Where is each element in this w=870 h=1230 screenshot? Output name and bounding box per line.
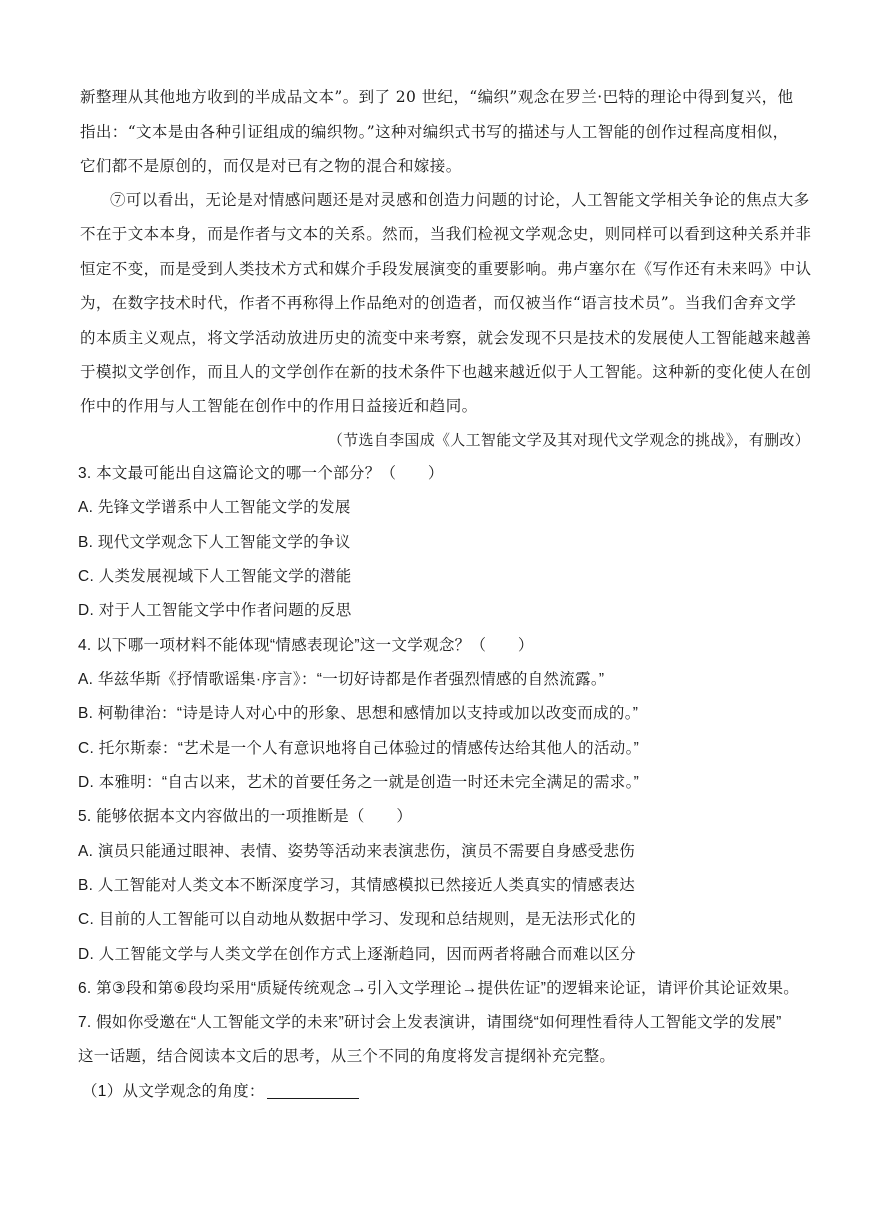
question-4-option-c: C. 托尔斯泰：“艺术是一个人有意识地将自己体验过的情感传达给其他人的活动。” bbox=[78, 740, 640, 757]
question-4-stem: 4. 以下哪一项材料不能体现“情感表现论”这一文学观念？（ ） bbox=[78, 637, 534, 654]
passage-line: 不在于文本本身，而是作者与文本的关系。然而，当我们检视文学观念史，则同样可以看到这种关系并非 bbox=[80, 225, 812, 243]
answer-blank[interactable] bbox=[267, 1082, 359, 1099]
question-6-stem: 6. 第③段和第⑥段均采用“质疑传统观念→引入文学理论→提供佐证”的逻辑来论证，请评价其论证效果。 bbox=[78, 980, 800, 997]
passage-line: 新整理从其他地方收到的半成品文本”。到了 20 世纪，“编织”观念在罗兰·巴特的理论中得到复兴，他 bbox=[80, 88, 794, 106]
passage-line: 于模拟文学创作，而且人的文学创作在新的技术条件下也越来越近似于人工智能。这种新的变化使人在创 bbox=[80, 363, 812, 381]
question-4-option-a: A. 华兹华斯《抒情歌谣集·序言》：“一切好诗都是作者强烈情感的自然流露。” bbox=[78, 671, 605, 688]
question-5-stem: 5. 能够依据本文内容做出的一项推断是（ ） bbox=[78, 808, 413, 825]
question-4-option-d: D. 本雅明：“自古以来，艺术的首要任务之一就是创造一时还未完全满足的需求。” bbox=[78, 774, 640, 791]
question-5-option-b: B. 人工智能对人类文本不断深度学习，其情感模拟已然接近人类真实的情感表达 bbox=[78, 877, 636, 894]
passage-line: 指出：“文本是由各种引证组成的编织物。”这种对编织式书写的描述与人工智能的创作过程高度相似， bbox=[80, 123, 789, 141]
question-7-item-1-label: （1）从文学观念的角度： bbox=[82, 1083, 265, 1100]
question-3-option-d: D. 对于人工智能文学中作者问题的反思 bbox=[78, 602, 352, 619]
passage-line: 的本质主义观点，将文学活动放进历史的流变中来考察，就会发现不只是技术的发展使人工智能越来越善 bbox=[80, 329, 812, 347]
question-3-stem: 3. 本文最可能出自这篇论文的哪一个部分？（ ） bbox=[78, 465, 444, 482]
passage-line: ⑦可以看出，无论是对情感问题还是对灵感和创造力问题的讨论，人工智能文学相关争论的焦点大多 bbox=[110, 191, 810, 209]
question-3-option-c: C. 人类发展视域下人工智能文学的潜能 bbox=[78, 568, 352, 585]
question-5-option-d: D. 人工智能文学与人类文学在创作方式上逐渐趋同，因而两者将融合而难以区分 bbox=[78, 946, 636, 963]
question-3-option-a: A. 先锋文学谱系中人工智能文学的发展 bbox=[78, 499, 351, 516]
question-4-option-b: B. 柯勒律治：“诗是诗人对心中的形象、思想和感情加以支持或加以改变而成的。” bbox=[78, 705, 639, 722]
passage-line: 为，在数字技术时代，作者不再称得上作品绝对的创造者，而仅被当作“语言技术员”。当我们舍弃文学 bbox=[80, 294, 797, 312]
question-7-stem-line: 这一话题，结合阅读本文后的思考，从三个不同的角度将发言提纲补充完整。 bbox=[78, 1048, 616, 1065]
passage-line: 作中的作用与人工智能在创作中的作用日益接近和趋同。 bbox=[80, 397, 478, 415]
passage-line: 恒定不变，而是受到人类技术方式和媒介手段发展演变的重要影响。弗卢塞尔在《写作还有未来吗》中认 bbox=[80, 260, 812, 278]
passage-line: 它们都不是原创的，而仅是对已有之物的混合和嫁接。 bbox=[80, 157, 462, 175]
question-7-item-1 bbox=[82, 1081, 359, 1103]
question-3-option-b: B. 现代文学观念下人工智能文学的争议 bbox=[78, 534, 351, 551]
question-5-option-c: C. 目前的人工智能可以自动地从数据中学习、发现和总结规则，是无法形式化的 bbox=[78, 911, 636, 928]
source-citation: （节选自李国成《人工智能文学及其对现代文学观念的挑战》，有删改） bbox=[327, 431, 810, 449]
question-7-stem-line: 7. 假如你受邀在“人工智能文学的未来”研讨会上发表演讲，请围绕“如何理性看待人工智能文学的发展” bbox=[78, 1014, 782, 1031]
question-5-option-a: A. 演员只能通过眼神、表情、姿势等活动来表演悲伤，演员不需要自身感受悲伤 bbox=[78, 843, 636, 860]
